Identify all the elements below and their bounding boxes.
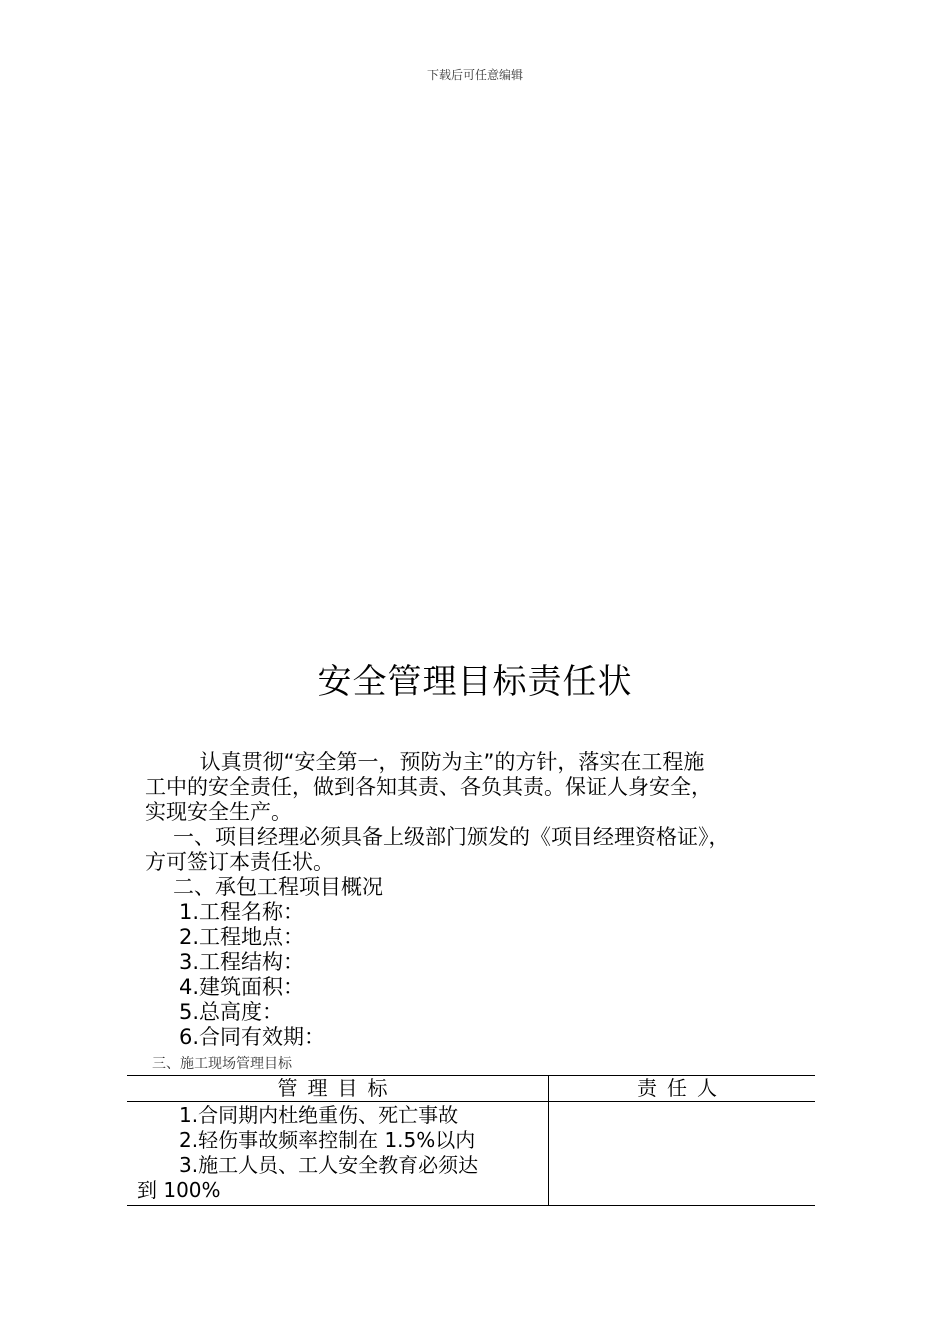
section2-heading: 二、承包工程项目概况 <box>173 875 383 899</box>
section1-line-1: 一、项目经理必须具备上级部门颁发的《项目经理资格证》， <box>173 825 730 849</box>
intro-line-1: 认真贯彻“安全第一，预防为主”的方针，落实在工程施 <box>199 750 705 774</box>
header-note: 下载后可任意编辑 <box>426 68 523 82</box>
intro-line-2: 工中的安全责任，做到各知其责、各负其责。保证人身安全， <box>145 775 712 799</box>
document-title: 安全管理目标责任状 <box>317 662 633 702</box>
goal-3-continued: 到 100% <box>137 1178 221 1202</box>
col-header-goals: 管理目标 <box>127 1076 549 1102</box>
goal-1: 1.合同期内杜绝重伤、死亡事故 <box>179 1103 459 1127</box>
project-item-contract-period: 6.合同有效期： <box>179 1025 326 1049</box>
goal-2: 2.轻伤事故频率控制在 1.5%以内 <box>179 1128 476 1152</box>
project-item-structure: 3.工程结构： <box>179 950 305 974</box>
responsible-cell <box>549 1102 816 1206</box>
section3-heading: 三、施工现场管理目标 <box>152 1056 292 1072</box>
project-item-location: 2.工程地点： <box>179 925 305 949</box>
project-item-area: 4.建筑面积： <box>179 975 305 999</box>
section1-line-2: 方可签订本责任状。 <box>145 850 334 874</box>
col-header-responsible: 责任人 <box>549 1076 816 1102</box>
goals-cell <box>127 1102 549 1206</box>
management-goals-table <box>127 1075 815 1206</box>
goal-3: 3.施工人员、工人安全教育必须达 <box>179 1153 479 1177</box>
intro-line-3: 实现安全生产。 <box>145 800 292 824</box>
document-body <box>145 750 825 1050</box>
table-row <box>127 1102 815 1206</box>
project-item-name: 1.工程名称： <box>179 900 305 924</box>
project-item-height: 5.总高度： <box>179 1000 284 1024</box>
table-header-row <box>127 1076 815 1102</box>
